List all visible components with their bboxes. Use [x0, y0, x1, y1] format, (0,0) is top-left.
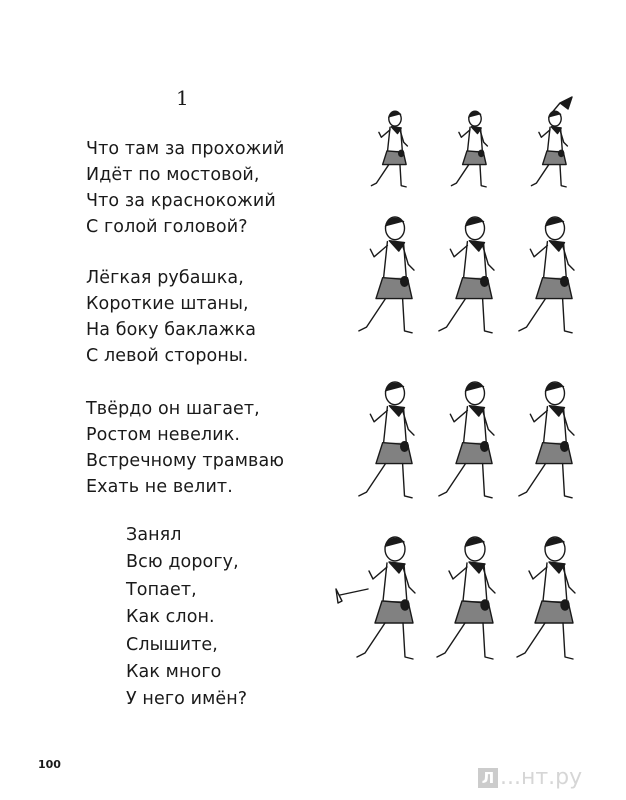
poem-line: Занял	[126, 525, 182, 545]
poem-line: Что там за прохожий	[86, 139, 285, 159]
poem-line: Короткие штаны,	[86, 294, 249, 314]
poem-line: У него имён?	[126, 689, 248, 710]
poem-line: Слышите,	[126, 634, 218, 655]
trumpet-icon	[336, 589, 368, 603]
poem-line: С левой стороны.	[86, 346, 249, 366]
marching-boy-figure	[519, 382, 574, 498]
poem-line: Ростом невелик.	[86, 425, 241, 445]
marching-boy-figure	[531, 111, 567, 187]
poem-line: Что за краснокожий	[86, 191, 276, 211]
stanza-4	[126, 522, 247, 714]
labirint-logo-icon: Л	[478, 768, 498, 788]
marching-boy-figure	[519, 217, 574, 333]
stanza-1	[86, 136, 284, 240]
marching-boy-figure	[439, 217, 494, 333]
marching-boy-figure	[371, 111, 407, 187]
page-number: 100	[38, 758, 61, 771]
marching-boy-figure	[359, 382, 414, 498]
poem-line: Как слон.	[126, 607, 215, 628]
marching-boys-illustration	[320, 95, 620, 720]
stanza-3	[86, 396, 284, 500]
poem-line: Лёгкая рубашка,	[86, 268, 244, 288]
marching-boy-figure	[359, 217, 414, 333]
marching-boy-figure	[357, 537, 415, 659]
marching-boy-figure	[517, 537, 575, 659]
section-number: 1	[176, 86, 189, 110]
marching-boy-figure	[439, 382, 494, 498]
marching-boy-figure	[451, 111, 487, 187]
poem-line: Топает,	[126, 579, 197, 600]
poem-line: Идёт по мостовой,	[86, 165, 260, 185]
watermark	[478, 765, 582, 790]
poem-line: Твёрдо он шагает,	[86, 399, 260, 419]
poem-line: Всю дорогу,	[126, 552, 239, 573]
poem-line: Как много	[126, 662, 222, 683]
marching-boy-figure	[437, 537, 495, 659]
stanza-2	[86, 265, 256, 369]
poem-line: Встречному трамваю	[86, 451, 285, 471]
poem-line: На боку баклажка	[86, 320, 257, 340]
watermark-text: ...нт.ру	[500, 765, 583, 790]
poem-line: Ехать не велит.	[86, 477, 233, 497]
poem-line: С голой головой?	[86, 217, 248, 237]
